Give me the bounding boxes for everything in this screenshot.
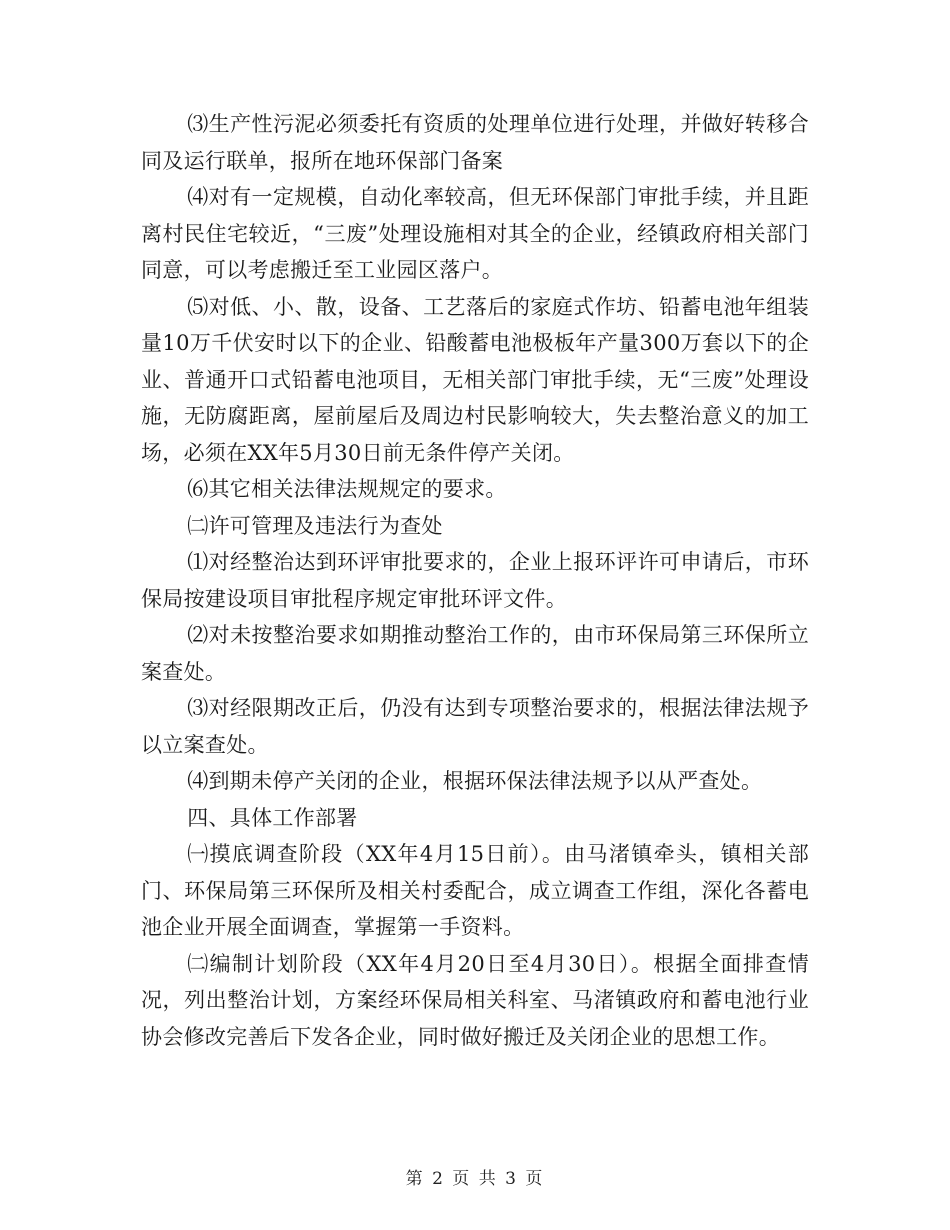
paragraph-unrectified-investigation: ⑵对未按整治要求如期推动整治工作的，由市环保局第三环保所立案查处。 [141, 623, 809, 684]
document-body [141, 106, 809, 1055]
paragraph-deadline-investigation: ⑶对经限期改正后，仍没有达到专项整治要求的，根据法律法规予以立案查处。 [141, 696, 809, 757]
paragraph-sludge-disposal: ⑶生产性污泥必须委托有资质的处理单位进行处理，并做好转移合同及运行联单，报所在地环保部门备案 [141, 112, 809, 173]
paragraph-eia-approval: ⑴对经整治达到环评审批要求的，企业上报环评许可申请后，市环保局按建设项目审批程序规定审批环评文件。 [141, 550, 809, 611]
paragraph-strict-investigation: ⑷到期未停产关闭的企业，根据环保法律法规予以从严查处。 [187, 769, 763, 793]
paragraph-relocation: ⑷对有一定规模，自动化率较高，但无环保部门审批手续，并且距离村民住宅较近，“三废”处理设施相对其全的企业，经镇政府相关部门同意，可以考虑搬迁至工业园区落户。 [141, 185, 809, 282]
paragraph-other-requirements: ⑹其它相关法律法规规定的要求。 [187, 477, 507, 501]
section-heading-permit-enforcement: ㈡许可管理及违法行为查处 [187, 513, 443, 538]
paragraph-planning-stage: ㈡编制计划阶段（XX年4月20日至4月30日）。根据全面排查情况，列出整治计划，方案经环保局相关科室、马渚镇政府和蓄电池行业协会修改完善后下发各企业，同时做好搬迁及关闭企业的思想工作。 [141, 951, 809, 1049]
page-number-footer: 第 2 页 共 3 页 [405, 1169, 545, 1189]
section-heading-work-deployment: 四、具体工作部署 [187, 805, 358, 830]
paragraph-survey-stage: ㈠摸底调查阶段（XX年4月15日前）。由马渚镇牵头，镇相关部门、环保局第三环保所及相关村委配合，成立调查工作组，深化各蓄电池企业开展全面调查，掌握第一手资料。 [141, 842, 809, 939]
paragraph-closure: ⑸对低、小、散，设备、工艺落后的家庭式作坊、铅蓄电池年组装量10万千伏安时以下的企业、铅酸蓄电池极板年产量300万套以下的企业、普通开口式铅蓄电池项目，无相关部门审批手续，无“三废”处理设施，无防腐距离，屋前屋后及周边村民影响较大，失去整治意义的加工场，必须在XX年5月30日前无条件停产关闭。 [141, 294, 809, 465]
